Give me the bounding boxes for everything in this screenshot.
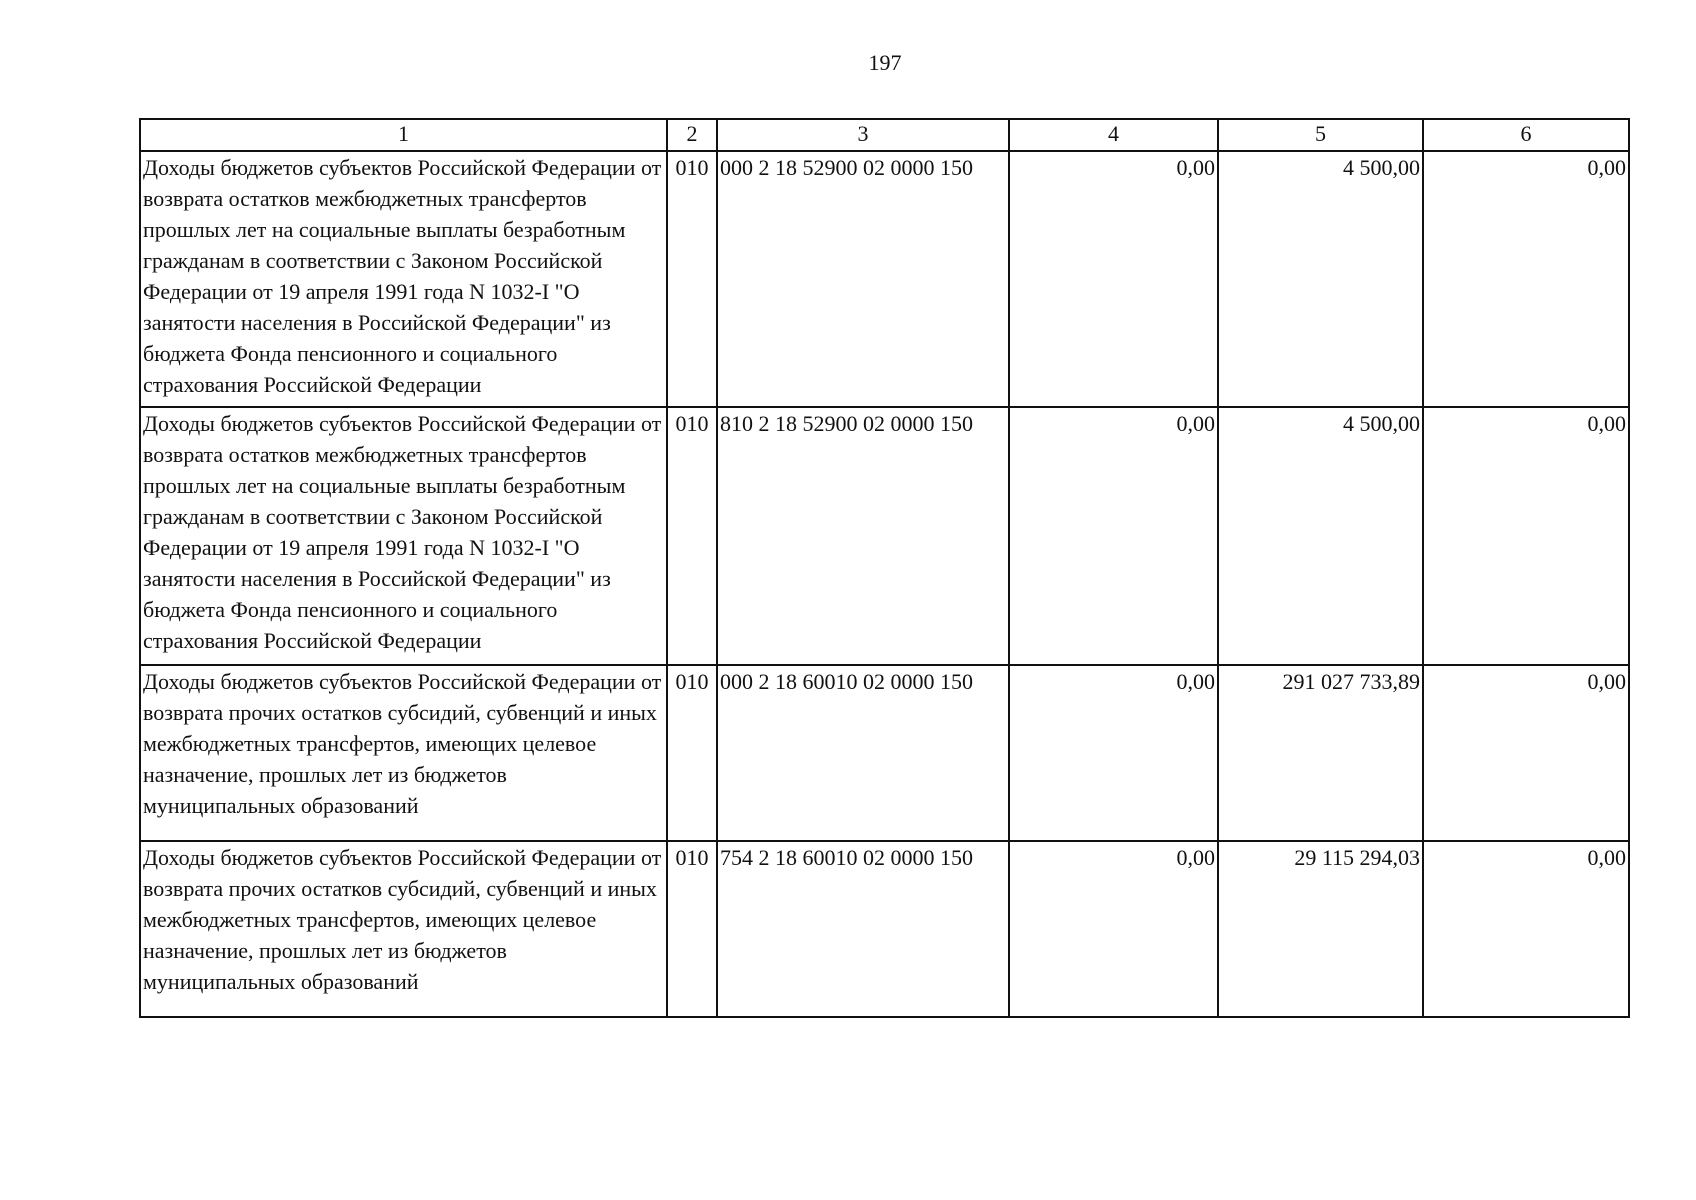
row-kbk-code: 754 2 18 60010 02 0000 150 bbox=[717, 841, 1009, 1017]
row-value-col4: 0,00 bbox=[1009, 151, 1218, 407]
row-description: Доходы бюджетов субъектов Российской Федерации от возврата остатков межбюджетных трансфертов прошлых лет на социальные выплаты безработным гражданам в соответствии с Законом Российской Федерации от 19 апреля 1991 года N 1032-I "О занятости населения в Российской Федерации" из бюджета Фонда пенсионного и социального страхования Российской Федерации bbox=[140, 151, 667, 407]
table-header-row bbox=[140, 119, 1629, 151]
row-kbk-code: 810 2 18 52900 02 0000 150 bbox=[717, 407, 1009, 665]
page-number: 197 bbox=[868, 50, 902, 75]
column-header-1: 1 bbox=[140, 119, 667, 151]
row-value-col4: 0,00 bbox=[1009, 665, 1218, 841]
row-value-col5: 291 027 733,89 bbox=[1218, 665, 1423, 841]
column-header-5: 5 bbox=[1218, 119, 1423, 151]
row-kbk-code: 000 2 18 60010 02 0000 150 bbox=[717, 665, 1009, 841]
row-value-col6: 0,00 bbox=[1423, 407, 1629, 665]
row-value-col5: 29 115 294,03 bbox=[1218, 841, 1423, 1017]
row-value-col6: 0,00 bbox=[1423, 151, 1629, 407]
row-value-col5: 4 500,00 bbox=[1218, 151, 1423, 407]
row-description: Доходы бюджетов субъектов Российской Федерации от возврата остатков межбюджетных трансфертов прошлых лет на социальные выплаты безработным гражданам в соответствии с Законом Российской Федерации от 19 апреля 1991 года N 1032-I "О занятости населения в Российской Федерации" из бюджета Фонда пенсионного и социального страхования Российской Федерации bbox=[140, 407, 667, 665]
column-header-3: 3 bbox=[717, 119, 1009, 151]
row-value-col4: 0,00 bbox=[1009, 841, 1218, 1017]
table-row bbox=[140, 407, 1629, 665]
row-code: 010 bbox=[667, 407, 717, 665]
row-code: 010 bbox=[667, 841, 717, 1017]
row-description: Доходы бюджетов субъектов Российской Федерации от возврата прочих остатков субсидий, субвенций и иных межбюджетных трансфертов, имеющих целевое назначение, прошлых лет из бюджетов муниципальных образований bbox=[140, 841, 667, 1017]
row-kbk-code: 000 2 18 52900 02 0000 150 bbox=[717, 151, 1009, 407]
row-code: 010 bbox=[667, 151, 717, 407]
column-header-4: 4 bbox=[1009, 119, 1218, 151]
column-header-6: 6 bbox=[1423, 119, 1629, 151]
table-row bbox=[140, 841, 1629, 1017]
budget-table bbox=[139, 118, 1630, 1018]
column-header-2: 2 bbox=[667, 119, 717, 151]
row-code: 010 bbox=[667, 665, 717, 841]
row-value-col6: 0,00 bbox=[1423, 841, 1629, 1017]
row-description: Доходы бюджетов субъектов Российской Федерации от возврата прочих остатков субсидий, субвенций и иных межбюджетных трансфертов, имеющих целевое назначение, прошлых лет из бюджетов муниципальных образований bbox=[140, 665, 667, 841]
table-row bbox=[140, 665, 1629, 841]
row-value-col6: 0,00 bbox=[1423, 665, 1629, 841]
table-row bbox=[140, 151, 1629, 407]
row-value-col5: 4 500,00 bbox=[1218, 407, 1423, 665]
row-value-col4: 0,00 bbox=[1009, 407, 1218, 665]
